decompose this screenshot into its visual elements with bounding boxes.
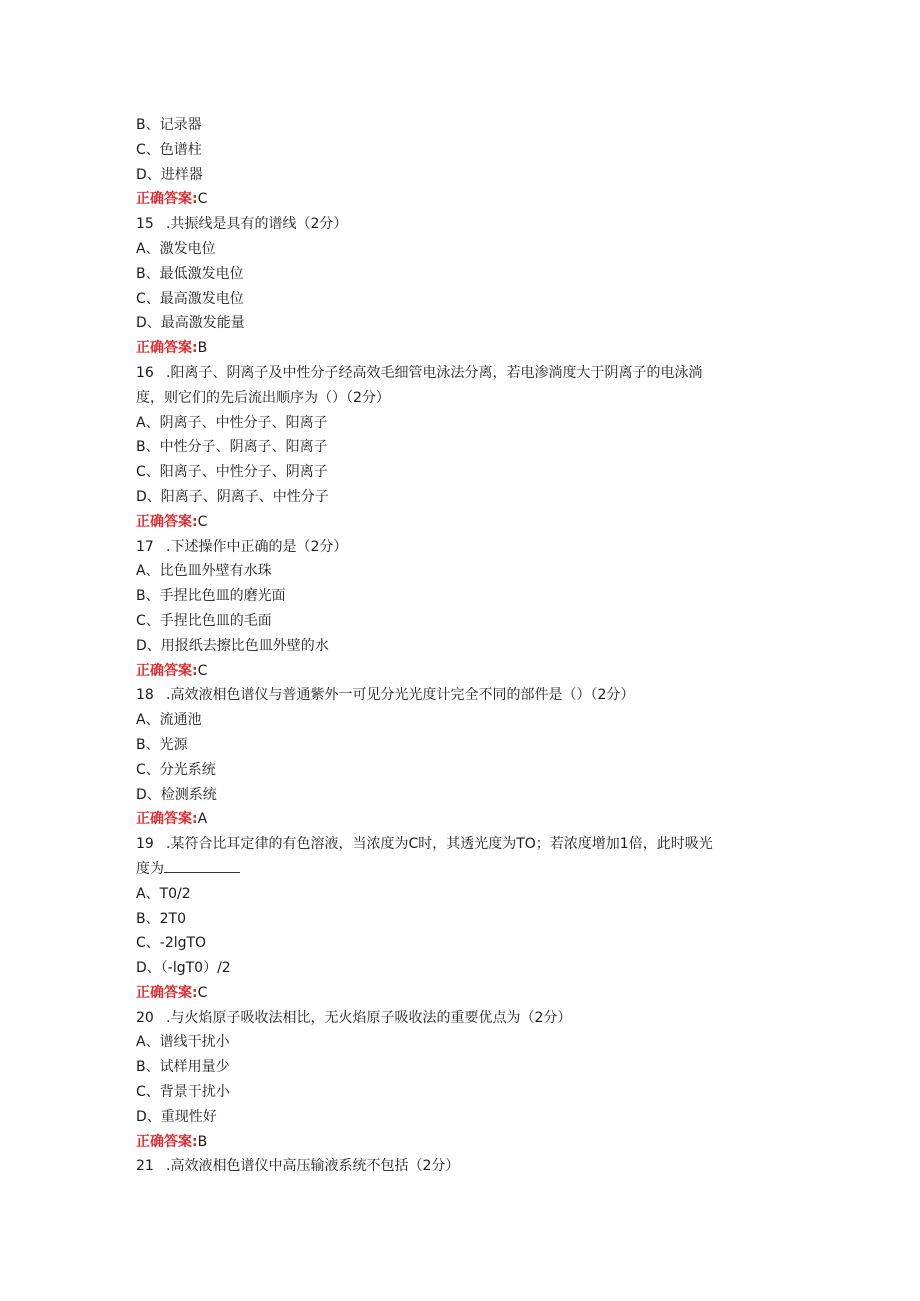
option-b: B、光源 — [136, 736, 188, 753]
answer-label: 正确答案: — [136, 191, 198, 208]
answer-label: 正确答案: — [136, 662, 198, 679]
question-text: .阳离子、阴离子及中性分子经高效毛细管电泳法分离，若电渗淌度大于阴离子的电泳淌 — [166, 364, 703, 381]
answer-value: C — [197, 191, 208, 208]
option-a: A、流通池 — [136, 712, 202, 729]
question-text-tail: 度为 — [136, 860, 164, 877]
question-text: .某符合比耳定律的有色溶液，当浓度为C时，其透光度为TO；若浓度增加1倍，此时吸光 — [166, 836, 713, 853]
option-d: D、阳离子、阴离子、中性分子 — [136, 488, 329, 505]
question-21 — [136, 1154, 796, 1179]
question-text-continued — [136, 857, 796, 882]
answer-line — [136, 336, 796, 361]
option-b: B、最低激发电位 — [136, 265, 244, 282]
answer-label: 正确答案: — [136, 1133, 198, 1150]
question-17 — [136, 535, 796, 560]
option-d: D、（-lgT0）/2 — [136, 960, 231, 977]
answer-value: A — [197, 811, 208, 828]
option-b: B、手捏比色皿的磨光面 — [136, 588, 286, 605]
question-text: .下述操作中正确的是（2分） — [166, 538, 348, 555]
option-a: A、T0/2 — [136, 885, 191, 902]
exam-document — [136, 113, 796, 1179]
answer-line — [136, 659, 796, 684]
question-16 — [136, 361, 796, 386]
option-a: A、谱线干扰小 — [136, 1034, 230, 1051]
question-number: 15 — [136, 216, 154, 233]
question-number: 17 — [136, 538, 154, 555]
option-a: A、阴离子、中性分子、阳离子 — [136, 414, 328, 431]
question-15 — [136, 212, 796, 237]
option-b: B、2T0 — [136, 910, 186, 927]
question-text: .共振线是具有的谱线（2分） — [166, 216, 348, 233]
answer-line — [136, 510, 796, 535]
option-c: C、-2lgTO — [136, 935, 207, 952]
option-b: B、记录器 — [136, 117, 202, 133]
answer-line — [136, 981, 796, 1006]
answer-value: B — [197, 340, 208, 357]
option-d: D、最高激发能量 — [136, 315, 245, 332]
question-text: .高效液相色谱仪中高压输液系统不包括（2分） — [166, 1158, 460, 1175]
answer-value: C — [197, 984, 208, 1001]
answer-line — [136, 807, 796, 832]
option-c: C、手捏比色皿的毛面 — [136, 612, 272, 629]
question-20 — [136, 1006, 796, 1031]
option-b: B、中性分子、阴离子、阳离子 — [136, 439, 328, 456]
option-a: A、比色皿外壁有水珠 — [136, 563, 272, 580]
option-d: D、检测系统 — [136, 786, 217, 803]
question-19 — [136, 832, 796, 857]
option-c: C、最高激发电位 — [136, 290, 244, 307]
answer-value: C — [197, 662, 208, 679]
option-b: B、试样用量少 — [136, 1059, 230, 1076]
answer-label: 正确答案: — [136, 513, 198, 530]
option-d: D、进样器 — [136, 166, 203, 183]
question-number: 21 — [136, 1158, 154, 1175]
answer-line — [136, 1130, 796, 1155]
question-number: 16 — [136, 364, 154, 381]
answer-label: 正确答案: — [136, 340, 198, 357]
option-a: A、激发电位 — [136, 240, 216, 257]
answer-line — [136, 187, 796, 212]
option-c: C、背景干扰小 — [136, 1084, 230, 1101]
answer-label: 正确答案: — [136, 984, 198, 1001]
question-text-continued: 度，则它们的先后流出顺序为（）（2分） — [136, 389, 390, 406]
answer-value: C — [197, 513, 208, 530]
option-c: C、色谱柱 — [136, 141, 202, 158]
question-text: .高效液相色谱仪与普通紫外一可见分光光度计完全不同的部件是（）（2分） — [166, 687, 635, 704]
fill-in-blank — [164, 858, 240, 873]
option-c: C、分光系统 — [136, 761, 216, 778]
option-c: C、阳离子、中性分子、阴离子 — [136, 464, 328, 481]
option-d: D、重现性好 — [136, 1108, 217, 1125]
answer-value: B — [197, 1133, 208, 1150]
question-18 — [136, 683, 796, 708]
option-d: D、用报纸去擦比色皿外壁的水 — [136, 637, 329, 654]
answer-label: 正确答案: — [136, 811, 198, 828]
question-number: 18 — [136, 687, 154, 704]
question-number: 19 — [136, 836, 154, 853]
question-text: .与火焰原子吸收法相比，无火焰原子吸收法的重要优点为（2分） — [166, 1009, 572, 1026]
question-number: 20 — [136, 1009, 154, 1026]
